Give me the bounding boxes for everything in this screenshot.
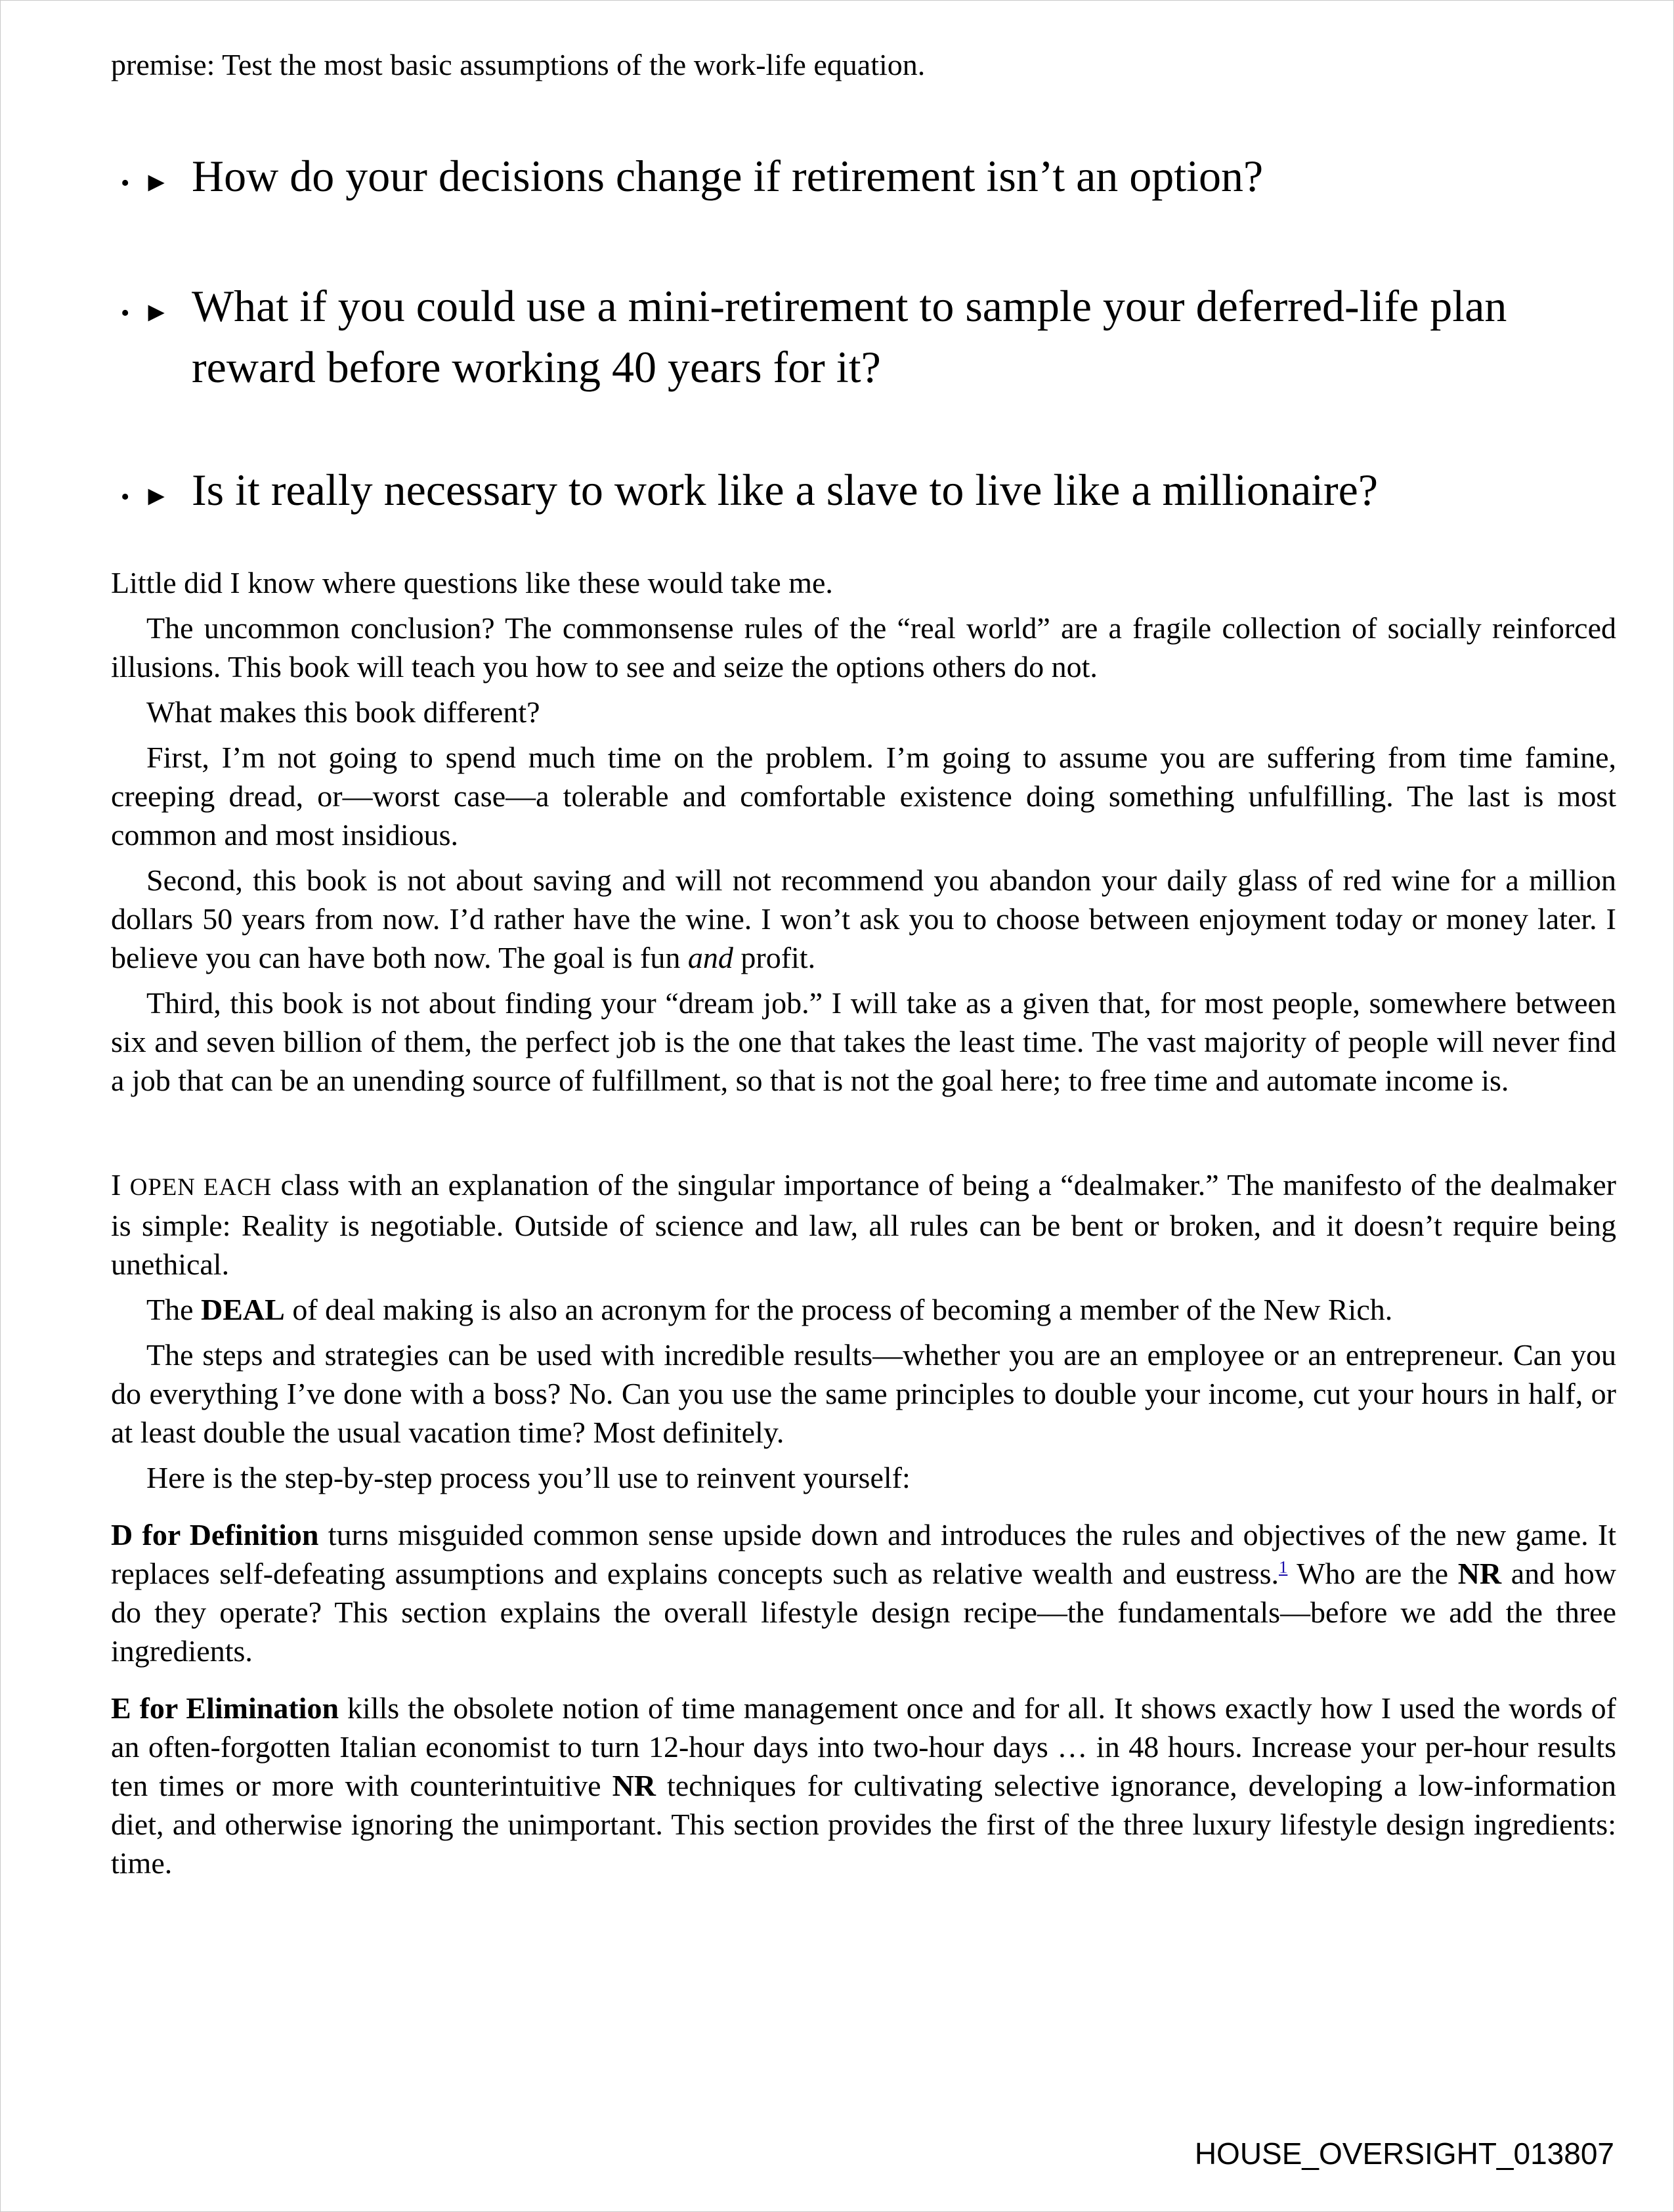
text-segment: Third, this book is not about finding your “dream job.” I will take as a given that, for most people, somewhere between six and seven billion of them, the perfect job is the one that takes the least time. The vast majority of people will never find a job that can be an unending source of fulfillment, so that is not the goal here; to free time and automate income is. bbox=[111, 986, 1616, 1097]
page-content bbox=[111, 45, 1616, 1889]
paragraph-steps-strategies bbox=[111, 1335, 1616, 1452]
text-segment: D for Definition bbox=[111, 1518, 319, 1551]
text-segment: of deal making is also an acronym for the process of becoming a member of the New Rich. bbox=[284, 1293, 1393, 1326]
text-segment: The bbox=[146, 1293, 202, 1326]
bullet-question-1 bbox=[111, 146, 1616, 214]
text-segment: and bbox=[687, 941, 733, 974]
text-segment: Second, this book is not about saving and will not recommend you abandon your daily glass of red wine for a million dollars 50 years from now. I’d rather have the wine. I won’t ask you to choose between enjoyment today or money later. I believe you can have both now. The goal is fun bbox=[111, 863, 1616, 974]
bullet-marker bbox=[111, 152, 192, 214]
text-segment: turns misguided common sense upside down and introduces the rules and objectives of the new game. It replaces self-defeating assumptions and explains concepts such as relative wealth and eustress. bbox=[111, 1518, 1617, 1590]
paragraph-first bbox=[111, 738, 1616, 854]
bullet-question-text: What if you could use a mini-retirement to sample your deferred-life plan reward before working 40 years for it? bbox=[192, 281, 1507, 392]
text-segment: E for Elimination bbox=[111, 1691, 339, 1725]
paragraph-e-for-elimination bbox=[111, 1689, 1616, 1882]
footnote-ref-1: 1 bbox=[1279, 1557, 1288, 1577]
premise-line: premise: Test the most basic assumptions of the work-life equation. bbox=[111, 48, 926, 81]
bullet-dot-icon: • bbox=[121, 483, 130, 511]
bullet-question-2 bbox=[111, 276, 1616, 398]
paragraph-open-each-class bbox=[111, 1165, 1616, 1284]
text-segment: NR bbox=[612, 1769, 656, 1802]
text-segment: NR bbox=[1457, 1557, 1502, 1590]
bullet-marker bbox=[111, 466, 192, 528]
text-segment: I bbox=[111, 1168, 130, 1202]
question-bullet-list bbox=[111, 146, 1616, 528]
paragraph-step-by-step bbox=[111, 1458, 1616, 1497]
bullet-question-3 bbox=[111, 460, 1616, 528]
text-segment: profit. bbox=[733, 941, 816, 974]
text-segment: DEAL bbox=[201, 1293, 285, 1326]
paragraph-deal-acronym bbox=[111, 1290, 1616, 1329]
bullet-question-text: How do your decisions change if retirement isn’t an option? bbox=[192, 151, 1264, 201]
text-segment: What makes this book different? bbox=[146, 695, 540, 729]
bullet-dot-icon: • bbox=[121, 169, 130, 197]
bullet-arrow-icon: ► bbox=[142, 167, 170, 198]
text-segment: and how do they operate? This section explains the overall lifestyle design recipe—the fundamentals—before we add the three ingredients. bbox=[111, 1557, 1617, 1668]
text-segment: techniques for cultivating selective ignorance, developing a low-information diet, and otherwise ignoring the unimportant. This section provides the first of the three luxury lifestyle design ingredients: time. bbox=[111, 1769, 1616, 1880]
bullet-dot-icon: • bbox=[121, 299, 130, 327]
text-segment: kills the obsolete notion of time management once and for all. It shows exactly how I used the words of an often-forgotten Italian economist to turn 12-hour days into two-hour days … in 48 hours. Increase your per-hour results ten times or more with counterintuitive bbox=[111, 1691, 1616, 1802]
bullet-arrow-icon: ► bbox=[142, 297, 170, 328]
paragraph-d-for-definition bbox=[111, 1515, 1616, 1670]
paragraph-third bbox=[111, 984, 1616, 1100]
text-segment: Here is the step-by-step process you’ll use to reinvent yourself: bbox=[146, 1461, 911, 1494]
paragraph-little-did bbox=[111, 563, 1616, 602]
text-segment: Who are the bbox=[1287, 1557, 1458, 1590]
bates-number: HOUSE_OVERSIGHT_013807 bbox=[1194, 2136, 1614, 2171]
text-segment: Little did I know where questions like these would take me. bbox=[111, 566, 833, 599]
bullet-arrow-icon: ► bbox=[142, 481, 170, 511]
paragraph-what-makes-different bbox=[111, 693, 1616, 731]
paragraph-uncommon-conclusion bbox=[111, 609, 1616, 686]
paragraph-second bbox=[111, 861, 1616, 977]
text-segment: class with an explanation of the singular importance of being a “dealmaker.” The manifesto of the dealmaker is simple: Reality is negotiable. Outside of science and law, all rules can be bent or broken, and it doesn’t require being unethical. bbox=[111, 1168, 1616, 1281]
body-text bbox=[111, 563, 1616, 1882]
text-segment: OPEN EACH bbox=[129, 1173, 272, 1200]
bullet-marker bbox=[111, 282, 192, 344]
bullet-question-text: Is it really necessary to work like a slave to live like a millionaire? bbox=[192, 465, 1379, 515]
text-segment: The steps and strategies can be used with incredible results—whether you are an employee or an entrepreneur. Can you do everything I’ve done with a boss? No. Can you use the same principles to double your income, cut your hours in half, or at least double the usual vacation time? Most definitely. bbox=[111, 1338, 1616, 1449]
text-segment: The uncommon conclusion? The commonsense rules of the “real world” are a fragile collection of socially reinforced illusions. This book will teach you how to see and seize the options others do not. bbox=[111, 611, 1616, 683]
text-segment: First, I’m not going to spend much time on the problem. I’m going to assume you are suffering from time famine, creeping dread, or—worst case—a tolerable and comfortable existence doing something unfulfilling. The last is most common and most insidious. bbox=[111, 741, 1616, 852]
